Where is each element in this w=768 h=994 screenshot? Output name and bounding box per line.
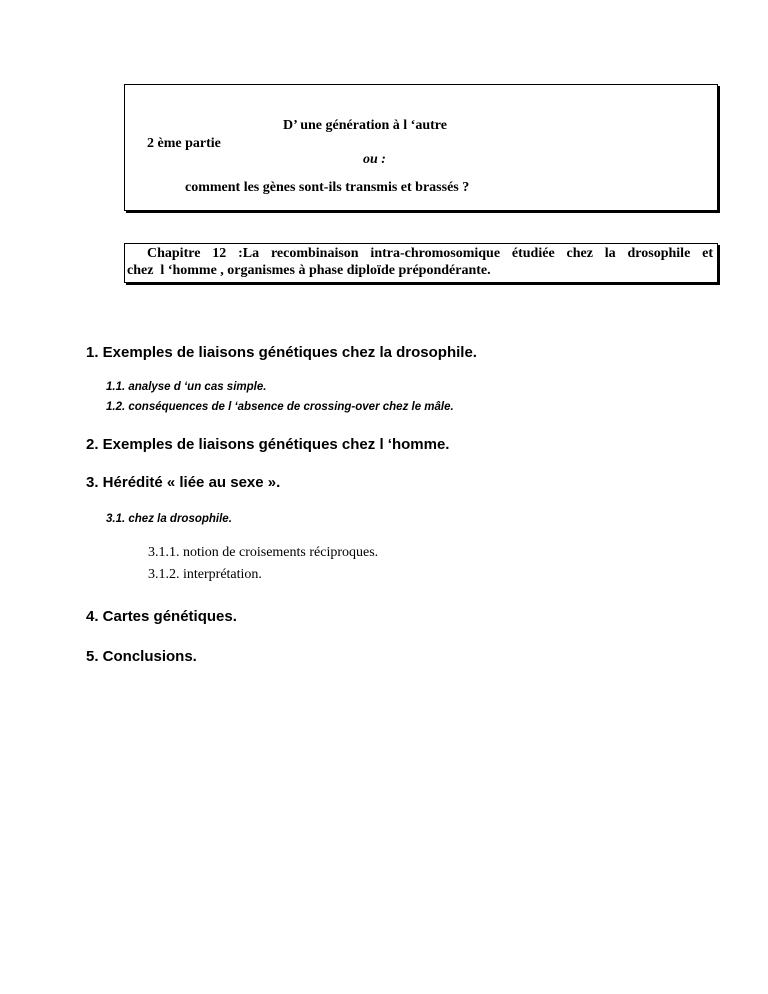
section-heading-3: 3. Hérédité « liée au sexe ».: [86, 474, 281, 491]
part-label: 2 ème partie: [147, 136, 221, 151]
section-heading-4: 4. Cartes génétiques.: [86, 608, 237, 625]
title-connector: ou :: [363, 152, 386, 167]
document-subtitle: comment les gènes sont-ils transmis et brassés ?: [185, 180, 470, 195]
section-heading-1: 1. Exemples de liaisons génétiques chez la drosophile.: [86, 344, 477, 361]
subsubsection-heading-3-1-1: 3.1.1. notion de croisements réciproques.: [148, 545, 379, 560]
subsection-heading-3-1: 3.1. chez la drosophile.: [106, 513, 232, 525]
section-heading-5: 5. Conclusions.: [86, 648, 197, 665]
section-heading-2: 2. Exemples de liaisons génétiques chez l ‘homme.: [86, 436, 450, 453]
subsection-heading-1-2: 1.2. conséquences de l ‘absence de crossing-over chez le mâle.: [106, 401, 454, 413]
subsubsection-heading-3-1-2: 3.1.2. interprétation.: [148, 567, 262, 582]
chapter-title-line-1: Chapitre 12 :La recombinaison intra-chromosomique étudiée chez la drosophile et: [147, 246, 713, 261]
document-title: D’ une génération à l ‘autre: [283, 118, 447, 133]
subsection-heading-1-1: 1.1. analyse d ‘un cas simple.: [106, 381, 267, 393]
chapter-title-line-2: chez l ‘homme , organismes à phase diploïde prépondérante.: [127, 263, 491, 278]
